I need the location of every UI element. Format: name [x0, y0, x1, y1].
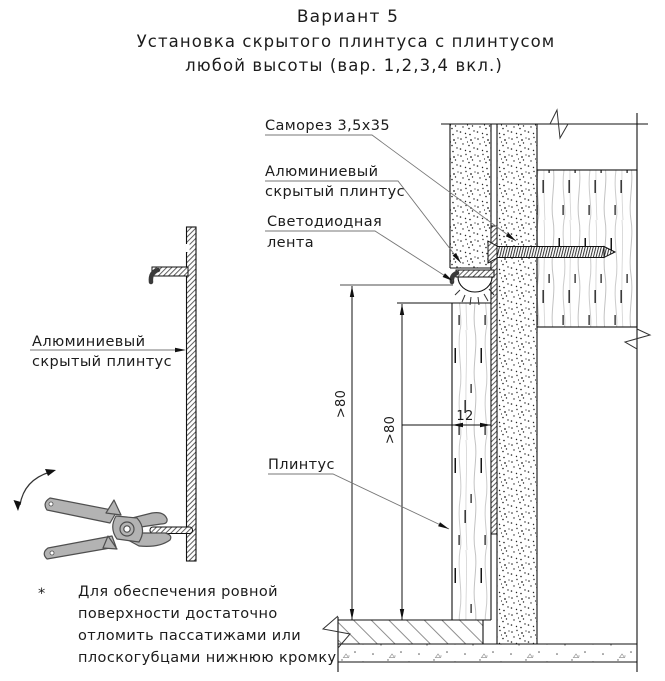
pliers-handle-hole-upper: [49, 502, 53, 506]
label-led-strip-2: лента: [267, 235, 315, 251]
title-line3: любой высоты (вар. 1,2,3,4 вкл.): [185, 56, 503, 75]
footnote-line-2: поверхности достаточно: [78, 606, 278, 622]
label-plinth: Плинтус: [268, 457, 335, 473]
snap-notch: [186, 244, 190, 252]
dim-plinth-height: >80: [383, 415, 398, 445]
labels: [30, 118, 516, 529]
label-profile-view-2: скрытый плинтус: [32, 354, 172, 370]
floor-finish: [338, 620, 483, 644]
pliers-upper-spur: [106, 500, 121, 515]
label-hidden-plinth-1: Алюминиевый: [265, 164, 379, 180]
label-led-strip-1: Светодиодная: [267, 214, 383, 230]
floor-slab: [338, 644, 637, 662]
aluminum-profile-web: [187, 227, 197, 561]
pliers-pivot-hole: [124, 526, 130, 532]
screw-shaft: [497, 247, 604, 258]
plinth-board: [452, 303, 491, 620]
label-hidden-plinth-2: скрытый плинтус: [265, 184, 405, 200]
footnote-line-3: отломить пассатижами или: [78, 628, 302, 644]
led-strip: [455, 277, 494, 305]
title-line2: Установка скрытого плинтуса с плинтусом: [136, 32, 556, 51]
footnote-line-1: Для обеспечения ровной: [78, 584, 278, 600]
dim-plinth-thickness: 12: [456, 409, 474, 424]
plaster-layer-back: [497, 124, 537, 644]
footnote-line-4: плоскогубцами нижнюю кромку: [78, 650, 337, 666]
profile-view: [14, 227, 197, 561]
pliers-handle-hole-lower: [50, 551, 54, 555]
title-block: [137, 7, 556, 75]
title-line1: Вариант 5: [296, 7, 400, 27]
led-dome: [458, 277, 492, 292]
footnote: [38, 584, 336, 666]
label-screw: Саморез 3,5х35: [265, 118, 390, 134]
aluminum-flange-section: [456, 270, 494, 277]
dim-plinth-max-height: >80: [334, 389, 349, 419]
footnote-marker: *: [38, 586, 46, 602]
plaster-layer-front: [450, 124, 491, 268]
label-profile-view-1: Алюминиевый: [32, 334, 146, 350]
pliers-upper-handle: [45, 498, 117, 523]
